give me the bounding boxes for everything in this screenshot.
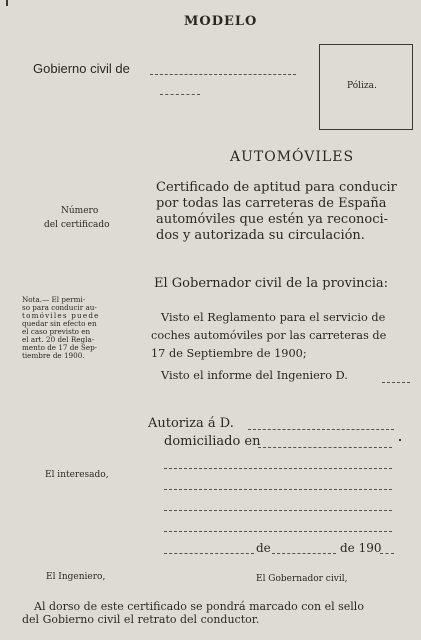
nota-line-2: so para conducir au- xyxy=(22,303,97,312)
nota-line-7: mento de 17 de Sep- xyxy=(22,343,98,352)
dot-mark xyxy=(399,439,401,441)
gobernador-signature-label: El Gobernador civil, xyxy=(256,574,348,584)
nota-line-4: quedar sin efecto en xyxy=(22,319,97,328)
visto-line-2: coches automóviles por las carreteras de xyxy=(151,329,387,342)
certificate-line-4: dos y autorizada su circulación. xyxy=(156,228,365,243)
blank-line-4 xyxy=(164,531,392,532)
visto-line-3: 17 de Septiembre de 1900; xyxy=(151,347,307,360)
fecha-de-2: de 190 xyxy=(340,541,382,555)
blank-line-2 xyxy=(164,489,392,490)
certificate-line-3: automóviles que estén ya reconoci- xyxy=(156,212,389,227)
domicilio-label: domiciliado en xyxy=(164,434,261,449)
ingeniero-label: El Ingeniero, xyxy=(46,572,106,582)
blank-line-1 xyxy=(164,468,392,469)
nota-line-8: tiembre de 1900. xyxy=(22,351,85,360)
stamp-label: Póliza. xyxy=(347,81,377,91)
numero-label-2: del certificado xyxy=(44,220,110,230)
gobierno-line-2 xyxy=(160,94,200,95)
blank-line-3 xyxy=(164,510,392,511)
informe-line xyxy=(382,382,410,383)
nota-line-6: el art. 20 del Regla- xyxy=(22,335,95,344)
domicilio-line xyxy=(258,447,392,448)
gobierno-label: Gobierno civil de xyxy=(33,61,130,76)
fecha-de-1: de xyxy=(256,541,271,555)
fecha-line-3 xyxy=(380,553,394,554)
fecha-line-2 xyxy=(272,553,336,554)
footer-line-1: Al dorso de este certificado se pondrá marcado con el sello xyxy=(34,600,364,613)
gobierno-line-1 xyxy=(150,74,296,75)
visto-informe: Visto el informe del Ingeniero D. xyxy=(161,369,348,382)
autoriza-line xyxy=(248,429,394,430)
nota-line-5: el caso previsto en xyxy=(22,327,91,336)
certificate-line-1: Certificado de aptitud para conducir xyxy=(156,180,397,195)
footer-line-2: del Gobierno civil el retrato del conductor. xyxy=(22,613,260,626)
document-title: AUTOMÓVILES xyxy=(230,149,355,165)
numero-label-1: Número xyxy=(61,206,99,216)
visto-line-1: Visto el Reglamento para el servicio de xyxy=(161,311,386,324)
nota-line-1: Nota.— El permi- xyxy=(22,295,86,304)
certificate-line-2: por todas las carreteras de España xyxy=(156,196,387,211)
edge-mark xyxy=(6,0,8,6)
interesado-label: El interesado, xyxy=(45,470,109,480)
gobernador-heading: El Gobernador civil de la provincia: xyxy=(154,276,389,291)
nota-line-3: tomóviles puede xyxy=(22,311,100,320)
modelo-heading: MODELO xyxy=(184,14,258,29)
autoriza-label: Autoriza á D. xyxy=(148,416,234,431)
fecha-line-1 xyxy=(164,553,254,554)
